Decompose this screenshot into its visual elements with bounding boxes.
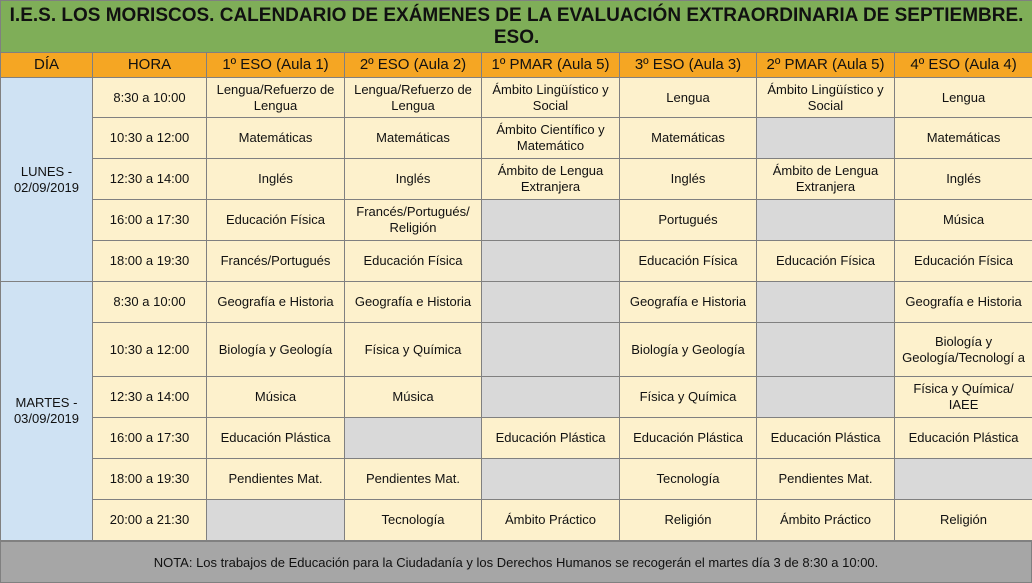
exam-cell: Biología y Geología — [620, 323, 757, 377]
day-label: MARTES - 03/09/2019 — [1, 282, 93, 541]
exam-cell: Ámbito Lingüístico y Social — [757, 78, 895, 118]
exam-cell: Pendientes Mat. — [757, 459, 895, 500]
table-row — [1, 459, 1032, 500]
hour-cell: 10:30 a 12:00 — [93, 118, 207, 159]
empty-cell — [757, 323, 895, 377]
header-group-1eso: 1º ESO (Aula 1) — [207, 53, 345, 78]
header-row — [1, 53, 1032, 78]
table-row — [1, 241, 1032, 282]
exam-cell: Tecnología — [345, 500, 482, 541]
exam-cell: Pendientes Mat. — [345, 459, 482, 500]
exam-cell: Educación Física — [620, 241, 757, 282]
empty-cell — [757, 200, 895, 241]
exam-cell: Religión — [620, 500, 757, 541]
header-group-1pmar: 1º PMAR (Aula 5) — [482, 53, 620, 78]
exam-cell: Matemáticas — [207, 118, 345, 159]
table-row — [1, 200, 1032, 241]
exam-cell: Matemáticas — [895, 118, 1032, 159]
table-row — [1, 377, 1032, 418]
exam-cell: Geografía e Historia — [620, 282, 757, 323]
exam-cell: Música — [207, 377, 345, 418]
empty-cell — [482, 241, 620, 282]
exam-cell: Música — [895, 200, 1032, 241]
exam-cell: Inglés — [895, 159, 1032, 200]
exam-cell: Ámbito Práctico — [757, 500, 895, 541]
exam-cell: Geografía e Historia — [207, 282, 345, 323]
empty-cell — [482, 323, 620, 377]
table-row — [1, 159, 1032, 200]
empty-cell — [345, 418, 482, 459]
footer-note: NOTA: Los trabajos de Educación para la Ciudadanía y los Derechos Humanos se recogerán el martes día 3 de 8:30 a 10:00. — [0, 541, 1032, 583]
hour-cell: 8:30 a 10:00 — [93, 78, 207, 118]
exam-cell: Ámbito de Lengua Extranjera — [482, 159, 620, 200]
exam-cell: Geografía e Historia — [895, 282, 1032, 323]
exam-cell: Educación Plástica — [482, 418, 620, 459]
exam-cell: Francés/Portugués/ Religión — [345, 200, 482, 241]
exam-cell: Educación Plástica — [620, 418, 757, 459]
exam-cell: Tecnología — [620, 459, 757, 500]
table-row — [1, 78, 1032, 118]
exam-cell: Biología y Geología/Tecnologí a — [895, 323, 1032, 377]
header-group-2pmar: 2º PMAR (Aula 5) — [757, 53, 895, 78]
exam-cell: Música — [345, 377, 482, 418]
exam-cell: Ámbito de Lengua Extranjera — [757, 159, 895, 200]
empty-cell — [757, 118, 895, 159]
title-row — [1, 1, 1032, 53]
exam-cell: Ámbito Práctico — [482, 500, 620, 541]
exam-cell: Física y Química — [345, 323, 482, 377]
table-row — [1, 323, 1032, 377]
calendar-body — [1, 78, 1032, 541]
header-group-3eso: 3º ESO (Aula 3) — [620, 53, 757, 78]
empty-cell — [895, 459, 1032, 500]
exam-cell: Biología y Geología — [207, 323, 345, 377]
header-group-4eso: 4º ESO (Aula 4) — [895, 53, 1032, 78]
exam-cell: Matemáticas — [620, 118, 757, 159]
exam-cell: Educación Física — [207, 200, 345, 241]
exam-cell: Física y Química/ IAEE — [895, 377, 1032, 418]
empty-cell — [482, 200, 620, 241]
exam-cell: Educación Física — [757, 241, 895, 282]
exam-cell: Física y Química — [620, 377, 757, 418]
exam-cell: Pendientes Mat. — [207, 459, 345, 500]
header-group-2eso: 2º ESO (Aula 2) — [345, 53, 482, 78]
exam-cell: Matemáticas — [345, 118, 482, 159]
exam-cell: Lengua — [895, 78, 1032, 118]
exam-cell: Educación Plástica — [757, 418, 895, 459]
exam-cell: Inglés — [207, 159, 345, 200]
empty-cell — [207, 500, 345, 541]
exam-cell: Lengua/Refuerzo de Lengua — [207, 78, 345, 118]
empty-cell — [482, 459, 620, 500]
exam-cell: Inglés — [345, 159, 482, 200]
exam-cell: Educación Física — [345, 241, 482, 282]
empty-cell — [757, 282, 895, 323]
hour-cell: 12:30 a 14:00 — [93, 159, 207, 200]
exam-cell: Inglés — [620, 159, 757, 200]
exam-cell: Lengua — [620, 78, 757, 118]
hour-cell: 10:30 a 12:00 — [93, 323, 207, 377]
empty-cell — [482, 377, 620, 418]
exam-cell: Ámbito Científico y Matemático — [482, 118, 620, 159]
table-row — [1, 500, 1032, 541]
day-label: LUNES - 02/09/2019 — [1, 78, 93, 282]
hour-cell: 16:00 a 17:30 — [93, 200, 207, 241]
exam-cell: Educación Plástica — [895, 418, 1032, 459]
header-hour: HORA — [93, 53, 207, 78]
exam-cell: Francés/Portugués — [207, 241, 345, 282]
header-day: DÍA — [1, 53, 93, 78]
exam-cell: Geografía e Historia — [345, 282, 482, 323]
hour-cell: 20:00 a 21:30 — [93, 500, 207, 541]
empty-cell — [757, 377, 895, 418]
page-title: I.E.S. LOS MORISCOS. CALENDARIO DE EXÁMENES DE LA EVALUACIÓN EXTRAORDINARIA DE SEPTIEMBRE. ESO. — [1, 1, 1032, 53]
hour-cell: 18:00 a 19:30 — [93, 241, 207, 282]
exam-cell: Ámbito Lingüístico y Social — [482, 78, 620, 118]
exam-cell: Lengua/Refuerzo de Lengua — [345, 78, 482, 118]
hour-cell: 12:30 a 14:00 — [93, 377, 207, 418]
table-row — [1, 282, 1032, 323]
empty-cell — [482, 282, 620, 323]
table-row — [1, 418, 1032, 459]
hour-cell: 18:00 a 19:30 — [93, 459, 207, 500]
hour-cell: 16:00 a 17:30 — [93, 418, 207, 459]
exam-cell: Educación Plástica — [207, 418, 345, 459]
table-row — [1, 118, 1032, 159]
exam-cell: Educación Física — [895, 241, 1032, 282]
exam-cell: Religión — [895, 500, 1032, 541]
hour-cell: 8:30 a 10:00 — [93, 282, 207, 323]
exam-cell: Portugués — [620, 200, 757, 241]
